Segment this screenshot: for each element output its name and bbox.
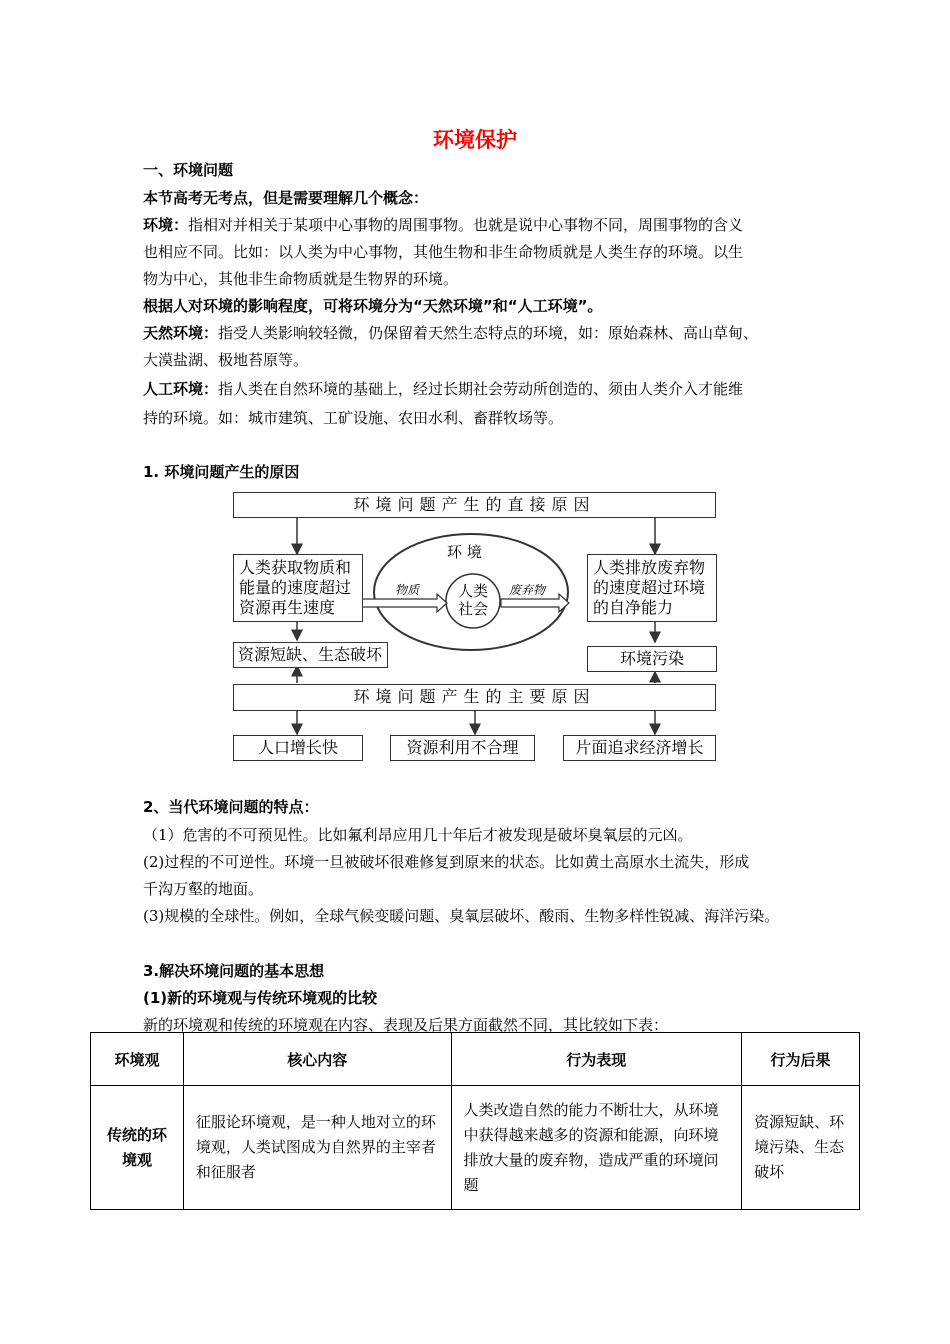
feature-item-3: (3)规模的全球性。例如，全球气候变暖问题、臭氧层破坏、酸雨、生物多样性锐减、海洋污染。 [143, 907, 780, 925]
header-behavior: 行为表现 [451, 1033, 742, 1086]
header-core-content: 核心内容 [183, 1033, 451, 1086]
left-box-line-2: 能量的速度超过 [239, 578, 352, 597]
natural-def-text-1: 指受人类影响较轻微，仍保留着天然生态特点的环境，如：原始森林、高山草甸、 [218, 324, 759, 342]
causes-heading: 1. 环境问题产生的原因 [143, 463, 300, 481]
right-box-line-1: 人类排放废弃物 [593, 558, 706, 577]
population-box [233, 735, 363, 761]
header-env-view: 环境观 [91, 1033, 184, 1086]
env-definition-line-3: 物为中心，其他非生命物质就是生物界的环境。 [143, 270, 459, 288]
artificial-env-line-2: 持的环境。如：城市建筑、工矿设施、农田水利、畜群牧场等。 [143, 409, 564, 427]
artificial-term: 人工环境： [143, 380, 219, 398]
row-behavior: 人类改造自然的能力不断壮大，从环境中获得越来越多的资源和能源，向环境排放大量的废弃物，造成严重的环境问题 [451, 1086, 742, 1210]
right-box-line-3: 的自净能力 [593, 598, 674, 617]
pollution-box [587, 646, 717, 672]
society-line-1: 人类 [458, 582, 489, 600]
env-term: 环境： [143, 216, 189, 234]
environment-label: 环 境 [447, 543, 482, 561]
left-cause-box [233, 554, 363, 622]
result-left-label: 资源短缺、生态破坏 [238, 645, 383, 664]
section-heading-environment-problems: 一、环境问题 [143, 161, 234, 179]
direct-cause-label: 环境问题产生的直接原因 [353, 495, 596, 514]
direct-cause-box [233, 492, 716, 518]
material-label: 物质 [395, 583, 420, 597]
bottom-label-2: 资源利用不合理 [406, 738, 519, 757]
diagram-lines [225, 490, 725, 765]
bottom-label-3: 片面追求经济增长 [575, 738, 704, 757]
page-title: 环境保护 [433, 128, 517, 152]
economic-growth-box [563, 735, 716, 761]
right-cause-box [587, 554, 717, 622]
feature-item-2-line-2: 千沟万壑的地面。 [143, 880, 264, 898]
comparison-table [90, 1032, 860, 1210]
artificial-def-text-1: 指人类在自然环境的基础上，经过长期社会劳动所创造的、须由人类介入才能维 [218, 380, 744, 398]
row-result: 资源短缺、环境污染、生态破坏 [742, 1086, 860, 1210]
table-row [91, 1086, 860, 1210]
society-line-2: 社会 [458, 600, 489, 618]
table-header-row [91, 1033, 860, 1086]
env-def-text-1: 指相对并相关于某项中心事物的周围事物。也就是说中心事物不同，周围事物的含义 [188, 216, 744, 234]
natural-term: 天然环境： [143, 324, 219, 342]
natural-env-line-2: 大漠盐湖、极地苔原等。 [143, 351, 309, 369]
header-result: 行为后果 [742, 1033, 860, 1086]
left-box-line-3: 资源再生速度 [239, 598, 336, 617]
resource-use-box [390, 735, 535, 761]
feature-item-1: （1）危害的不可预见性。比如氟利昂应用几十年后才被发现是破坏臭氧层的元凶。 [143, 826, 693, 844]
row-type: 传统的环境观 [91, 1086, 184, 1210]
right-box-line-2: 的速度超过环境 [593, 578, 706, 597]
env-definition-line-2: 也相应不同。比如：以人类为中心事物，其他生物和非生命物质就是人类生存的环境。以生 [143, 243, 744, 261]
row-core: 征服论环境观，是一种人地对立的环境观，人类试图成为自然界的主宰者和征服者 [183, 1086, 451, 1210]
bottom-label-1: 人口增长快 [257, 738, 338, 757]
causes-diagram [225, 490, 725, 765]
env-definition-line-1 [143, 215, 743, 235]
solutions-subheading: (1)新的环境观与传统环境观的比较 [143, 989, 378, 1007]
main-cause-box [233, 684, 716, 711]
natural-env-line-1 [143, 323, 758, 343]
solutions-intro: 新的环境观和传统的环境观在内容、表现及后果方面截然不同，其比较如下表： [143, 1016, 669, 1034]
feature-item-2-line-1: (2)过程的不可逆性。环境一旦被破坏很难修复到原来的状态。比如黄土高原水土流失，形成 [143, 853, 750, 871]
left-box-line-1: 人类获取物质和 [239, 558, 352, 577]
features-heading: 2、当代环境问题的特点： [143, 798, 319, 816]
solutions-heading: 3.解决环境问题的基本思想 [143, 962, 325, 980]
main-cause-label: 环境问题产生的主要原因 [353, 687, 596, 706]
resource-shortage-box [233, 642, 388, 668]
classify-line: 根据人对环境的影响程度，可将环境分为“天然环境”和“人工环境”。 [143, 297, 603, 315]
artificial-env-line-1 [143, 379, 743, 399]
waste-label: 废弃物 [509, 583, 546, 597]
result-right-label: 环境污染 [619, 649, 684, 668]
intro-line: 本节高考无考点，但是需要理解几个概念： [143, 189, 429, 207]
